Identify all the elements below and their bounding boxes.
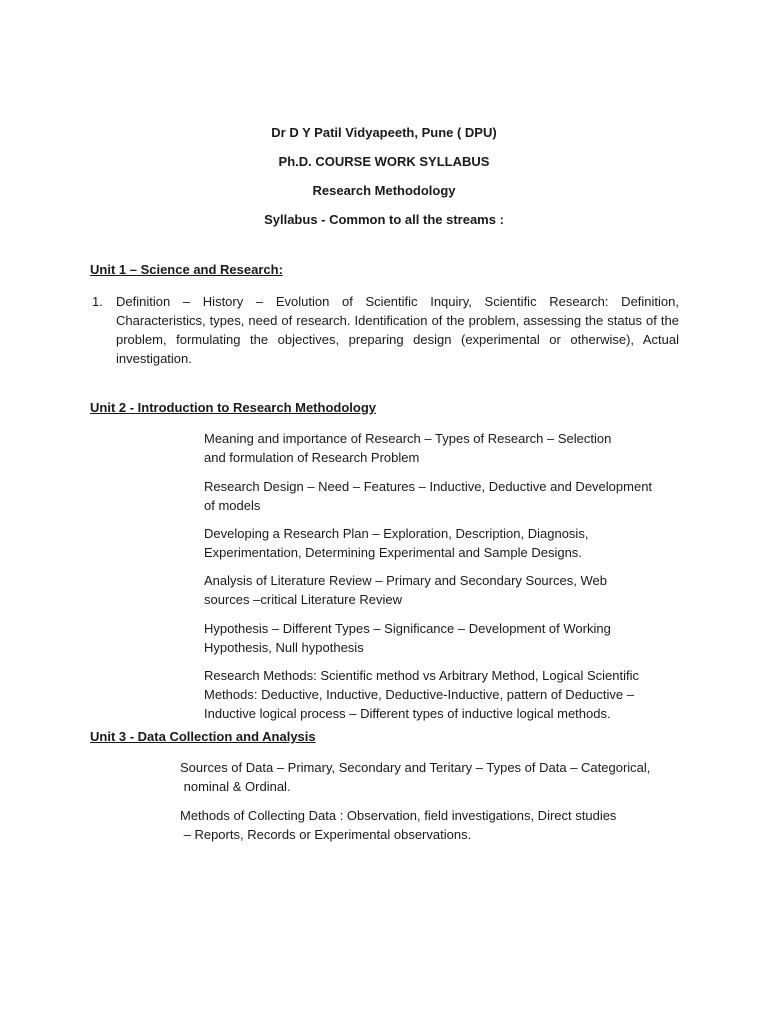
unit3-topic [180,806,616,844]
topic-line: – Reports, Records or Experimental observations. [180,827,472,842]
topic-line: Analysis of Literature Review – Primary and Secondary Sources, Web [204,573,607,588]
unit1-item-text: Definition – History – Evolution of Scientific Inquiry, Scientific Research: Definition, Characteristics, types, need of research. Identification of the problem, assessing the status of the problem, formulating the objectives, preparing design (experimental or otherwise), Actual investigation. [116,294,679,366]
unit2-topic [204,619,611,657]
topic-line: Hypothesis, Null hypothesis [204,640,364,655]
course-title: Ph.D. COURSE WORK SYLLABUS [278,154,490,169]
topic-line: Meaning and importance of Research – Types of Research – Selection [204,431,612,446]
topic-line: Sources of Data – Primary, Secondary and Teritary – Types of Data – Categorical, [180,760,651,775]
unit3-topic [180,758,650,796]
scope-title: Syllabus - Common to all the streams : [264,212,504,227]
topic-line: Methods of Collecting Data : Observation, field investigations, Direct studies [180,808,617,823]
topic-line: nominal & Ordinal. [180,779,291,794]
unit2-topic [204,666,639,723]
unit2-heading: Unit 2 - Introduction to Research Methodology [90,400,376,415]
unit2-topic [204,524,588,562]
institution-title: Dr D Y Patil Vidyapeeth, Pune ( DPU) [271,125,497,140]
unit2-topic [204,477,652,515]
topic-line: sources –critical Literature Review [204,592,402,607]
topic-line: Methods: Deductive, Inductive, Deductive-Inductive, pattern of Deductive – [204,687,634,702]
unit2-topic [204,429,611,467]
topic-line: Developing a Research Plan – Exploration, Description, Diagnosis, [204,526,589,541]
unit1-item-number: 1. [92,294,103,309]
topic-line: Research Methods: Scientific method vs Arbitrary Method, Logical Scientific [204,668,639,683]
topic-line: and formulation of Research Problem [204,450,420,465]
topic-line: Inductive logical process – Different types of inductive logical methods. [204,706,611,721]
unit2-topic [204,571,607,609]
topic-line: Hypothesis – Different Types – Significance – Development of Working [204,621,611,636]
subject-title: Research Methodology [312,183,456,198]
topic-line: Research Design – Need – Features – Inductive, Deductive and Development [204,479,653,494]
topic-line: of models [204,498,261,513]
unit3-heading: Unit 3 - Data Collection and Analysis [90,729,316,744]
unit1-heading: Unit 1 – Science and Research: [90,262,283,277]
topic-line: Experimentation, Determining Experimental and Sample Designs. [204,545,582,560]
